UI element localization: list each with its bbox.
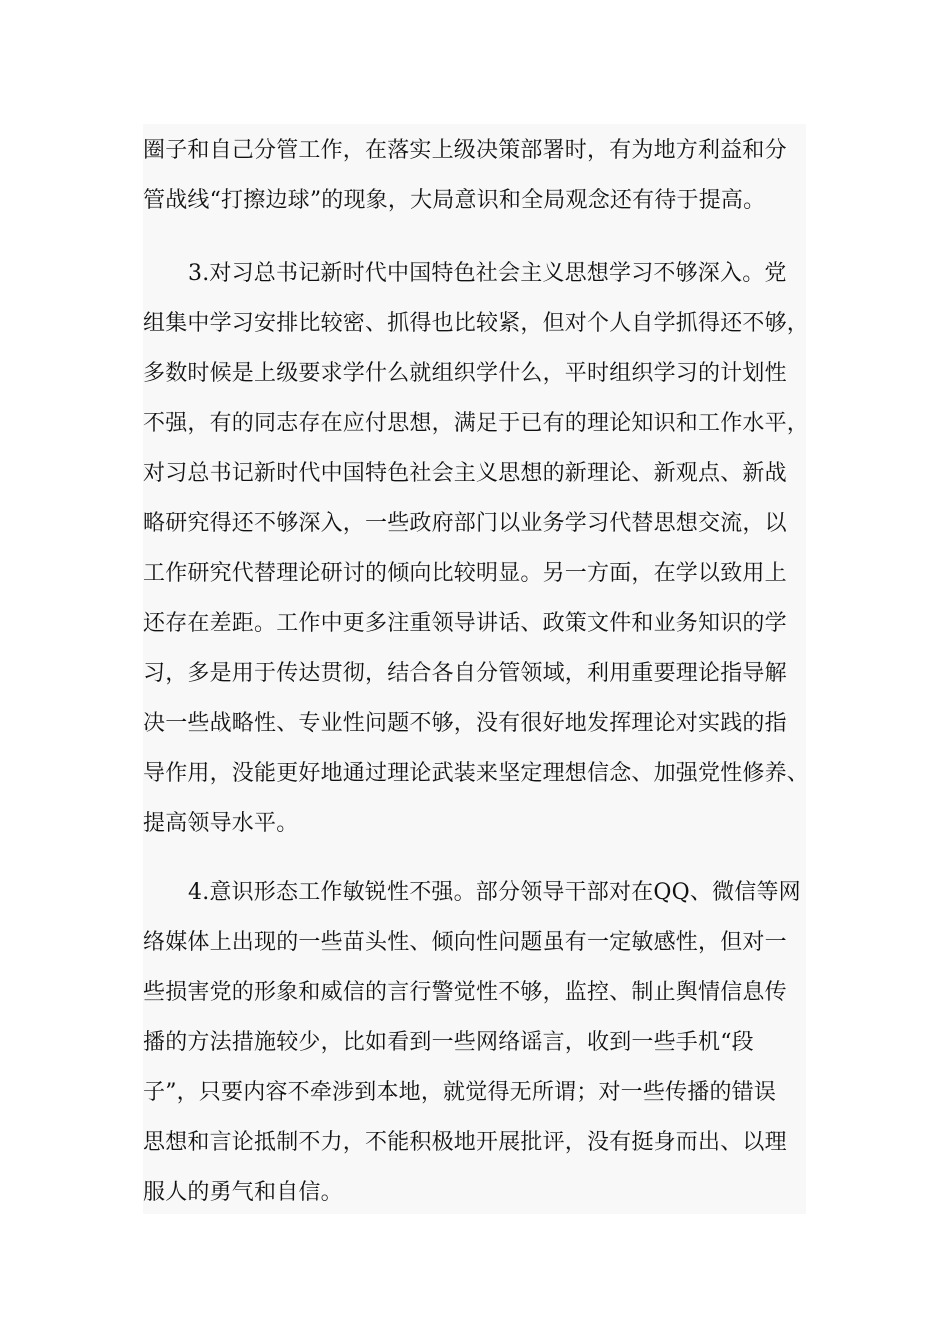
text-line: 习，多是用于传达贯彻，结合各自分管领域，利用重要理论指导解 xyxy=(143,661,787,686)
text-line: 播的方法措施较少，比如看到一些网络谣言，收到一些手机“段 xyxy=(143,1030,754,1055)
text-line: 略研究得还不够深入，一些政府部门以业务学习代替思想交流，以 xyxy=(143,511,787,536)
paragraph-item-3 xyxy=(143,249,813,849)
text-line: 决一些战略性、专业性问题不够，没有很好地发挥理论对实践的指 xyxy=(143,711,787,736)
paragraph-item-4 xyxy=(143,868,813,1218)
text-line: 组集中学习安排比较密、抓得也比较紧，但对个人自学抓得还不够， xyxy=(143,311,810,336)
text-line: 圈子和自己分管工作，在落实上级决策部署时，有为地方利益和分 xyxy=(143,138,787,163)
text-line: 对习总书记新时代中国特色社会主义思想的新理论、新观点、新战 xyxy=(143,461,787,486)
text-line: 还存在差距。工作中更多注重领导讲话、政策文件和业务知识的学 xyxy=(143,611,787,636)
text-line: 管战线“打擦边球”的现象，大局意识和全局观念还有待于提高。 xyxy=(143,188,766,213)
text-line: 服人的勇气和自信。 xyxy=(143,1180,343,1205)
text-line: 4.意识形态工作敏锐性不强。部分领导干部对在QQ、微信等网 xyxy=(188,880,801,905)
text-line: 工作研究代替理论研讨的倾向比较明显。另一方面，在学以致用上 xyxy=(143,561,787,586)
text-line: 子”，只要内容不牵涉到本地，就觉得无所谓；对一些传播的错误 xyxy=(143,1080,777,1105)
text-line: 络媒体上出现的一些苗头性、倾向性问题虽有一定敏感性，但对一 xyxy=(143,930,787,955)
text-line: 思想和言论抵制不力，不能积极地开展批评，没有挺身而出、以理 xyxy=(143,1130,787,1155)
text-line: 多数时候是上级要求学什么就组织学什么，平时组织学习的计划性 xyxy=(143,361,787,386)
text-line: 导作用，没能更好地通过理论武装来坚定理想信念、加强党性修养、 xyxy=(143,761,810,786)
text-line: 不强，有的同志存在应付思想，满足于已有的理论知识和工作水平， xyxy=(143,411,810,436)
text-line: 3.对习总书记新时代中国特色社会主义思想学习不够深入。党 xyxy=(188,261,787,286)
text-line: 提高领导水平。 xyxy=(143,811,299,836)
paragraph-continuation xyxy=(143,126,813,226)
text-line: 些损害党的形象和威信的言行警觉性不够，监控、制止舆情信息传 xyxy=(143,980,787,1005)
